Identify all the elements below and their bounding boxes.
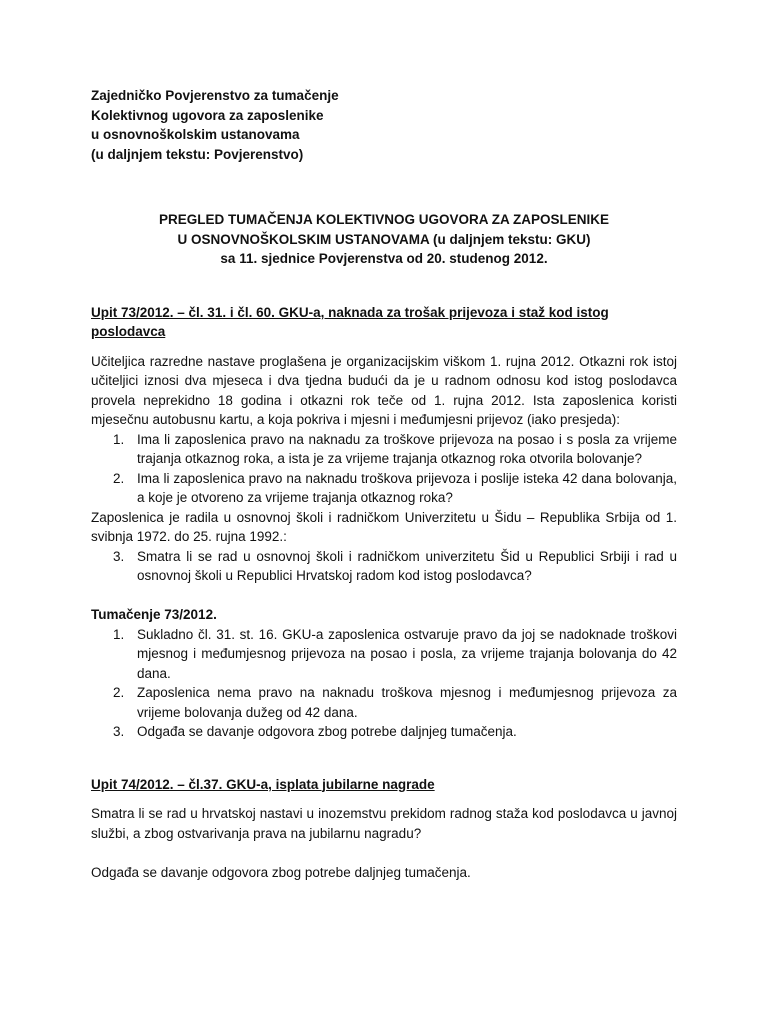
question-number: 3. bbox=[113, 548, 125, 564]
answer-number: 3. bbox=[113, 724, 125, 739]
query-73-questions bbox=[91, 430, 677, 508]
committee-header-line: u osnovnoškolskim ustanovama bbox=[91, 127, 300, 142]
committee-header-line: Kolektivnog ugovora za zaposlenike bbox=[91, 107, 324, 123]
question-text: Ima li zaposlenica pravo na naknadu troškova prijevoza i poslije isteka 42 dana bolovanja, a koje je otvoreno za vrijeme trajanja otkaznog roka? bbox=[137, 470, 677, 505]
interpretation-73 bbox=[91, 605, 677, 742]
question-item bbox=[91, 469, 677, 508]
document-title bbox=[91, 210, 677, 269]
query-74-answer: Odgađa se davanje odgovora zbog potrebe daljnjeg tumačenja. bbox=[91, 864, 471, 880]
query-73-intro: Učiteljica razredne nastave proglašena je organizacijskim viškom 1. rujna 2012. Otkazni rok istoj učiteljici iznosi dva mjeseca i dva tjedna budući da je u radnom odnosu kod istog poslodavca provela neprekidno 18 godina i otkazni rok teče od 1. rujna 2012. Ista zaposlenica koristi mjesečnu autobusnu kartu, a koja pokriva i mjesni i međumjesni prijevoz (iako presjeda): bbox=[91, 353, 677, 427]
document-page bbox=[91, 86, 677, 882]
document-title-line: PREGLED TUMAČENJA KOLEKTIVNOG UGOVORA ZA ZAPOSLENIKE bbox=[158, 212, 610, 227]
question-item bbox=[91, 430, 677, 469]
answer-number: 2. bbox=[113, 685, 125, 700]
committee-header-line: Zajedničko Povjerenstvo za tumačenje bbox=[91, 88, 339, 103]
query-73-heading: Upit 73/2012. – čl. 31. i čl. 60. GKU-a, naknada za trošak prijevoza i staž kod istog poslodavca bbox=[91, 304, 609, 339]
committee-header-line: (u daljnjem tekstu: Povjerenstvo) bbox=[91, 146, 304, 162]
question-text: Ima li zaposlenica pravo na naknadu za troškove prijevoza na posao i s posla za vrijeme trajanja otkaznog roka, a ista je za vrijeme trajanja otkaznog roka otvorila bolovanje? bbox=[137, 431, 677, 466]
answer-number: 1. bbox=[113, 626, 125, 642]
query-73-section bbox=[91, 303, 677, 742]
committee-header bbox=[91, 86, 677, 164]
answer-text: Zaposlenica nema pravo na naknadu troškova mjesnog i međumjesnog prijevoza za vrijeme bolovanja dužeg od 42 dana. bbox=[137, 685, 677, 720]
interpretation-73-heading: Tumačenje 73/2012. bbox=[91, 607, 217, 622]
document-title-line: U OSNOVNOŠKOLSKIM USTANOVAMA (u daljnjem tekstu: GKU) bbox=[177, 231, 591, 247]
interpretation-73-answers bbox=[91, 625, 677, 742]
answer-item bbox=[91, 625, 677, 684]
answer-item bbox=[91, 722, 677, 742]
query-74-heading: Upit 74/2012. – čl.37. GKU-a, isplata jubilarne nagrade bbox=[91, 776, 435, 792]
answer-item bbox=[91, 683, 677, 722]
query-73-middle-paragraph: Zaposlenica je radila u osnovnoj školi i radničkom Univerzitetu u Šidu – Republika Srbija od 1. svibnja 1972. do 25. rujna 1992.: bbox=[91, 509, 677, 544]
answer-text: Odgađa se davanje odgovora zbog potrebe daljnjeg tumačenja. bbox=[137, 724, 517, 739]
answer-text: Sukladno čl. 31. st. 16. GKU-a zaposlenica ostvaruje pravo da joj se nadoknade troškovi mjesnog i međumjesnog prijevoza na posao i posla, za vrijeme trajanja bolovanja do 42 dana. bbox=[137, 626, 677, 681]
document-title-line: sa 11. sjednice Povjerenstva od 20. studenog 2012. bbox=[220, 251, 548, 266]
query-73-questions-2 bbox=[91, 547, 677, 586]
query-74-section bbox=[91, 775, 677, 883]
query-74-question: Smatra li se rad u hrvatskoj nastavi u inozemstvu prekidom radnog staža kod poslodavca u javnoj službi, a zbog ostvarivanja prava na jubilarnu nagradu? bbox=[91, 806, 677, 841]
question-text: Smatra li se rad u osnovnoj školi i radničkom univerzitetu Šid u Republici Srbiji i rad u osnovnoj školi u Republici Hrvatskoj radom kod istog poslodavca? bbox=[137, 548, 677, 583]
question-item bbox=[91, 547, 677, 586]
question-number: 2. bbox=[113, 470, 125, 486]
question-number: 1. bbox=[113, 431, 125, 447]
